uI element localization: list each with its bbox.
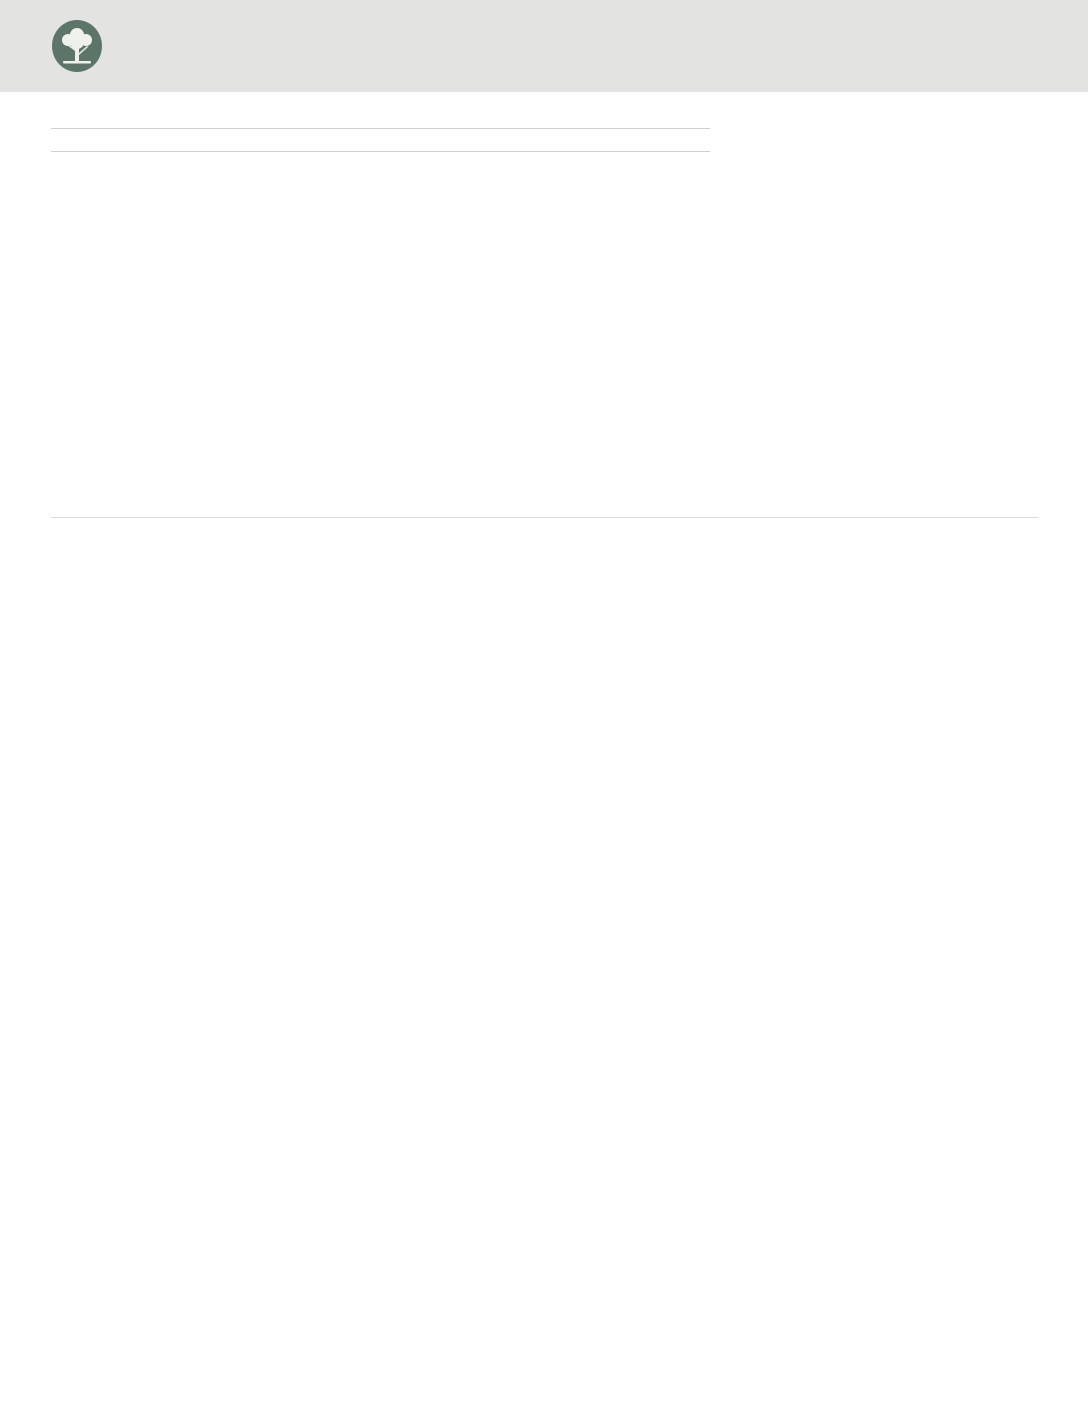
main-content <box>0 92 1088 495</box>
divider <box>51 128 710 129</box>
header-performance-stats <box>1004 44 1038 49</box>
left-column <box>51 112 710 495</box>
performance-line-chart <box>51 176 710 476</box>
footer <box>51 517 1038 527</box>
divider <box>51 151 710 152</box>
header <box>0 0 1088 92</box>
tree-logo-icon <box>50 19 104 73</box>
right-column <box>736 112 1040 495</box>
fund-logo <box>50 19 126 73</box>
